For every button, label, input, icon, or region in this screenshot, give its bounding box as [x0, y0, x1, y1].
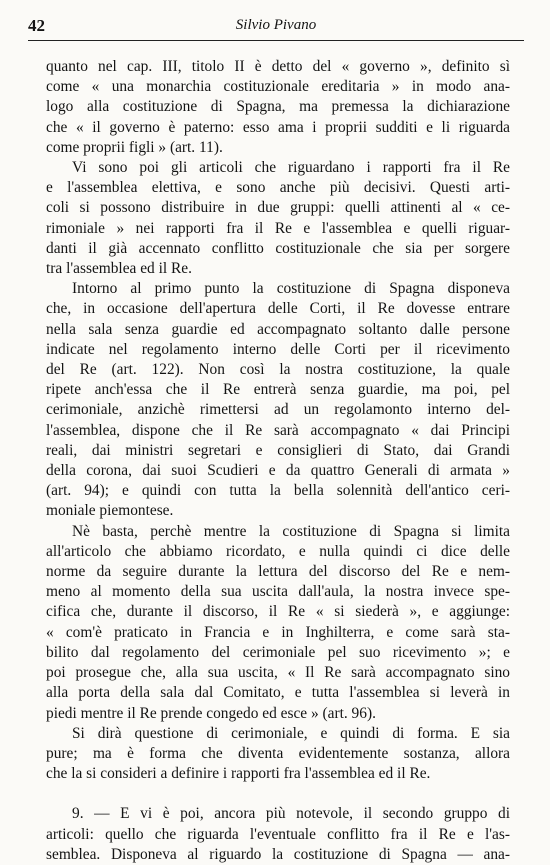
text-line: Vi sono poi gli articoli che riguardano i rapporti fra il Re	[72, 159, 510, 177]
paragraph	[46, 158, 510, 279]
text-line: danti il già accennato conflitto costituzionale che sia per sorgere	[46, 239, 510, 257]
text-line: coli si possono distribuire in due gruppi: quelli attinenti al « ce-	[46, 199, 510, 217]
paragraph	[46, 724, 510, 785]
text-line: indicate nel regolamento interno delle Corti per il ricevimento	[46, 340, 510, 358]
text-line: « com'è praticato in Francia e in Inghilterra, e come sarà sta-	[46, 623, 510, 641]
text-line: del Re (art. 122). Non così la nostra costituzione, la quale	[46, 361, 510, 379]
text-line: che la si consideri a definire i rapporti fra l'assemblea ed il Re.	[46, 765, 431, 783]
text-line: 9. — E vi è poi, ancora più notevole, il secondo gruppo di	[72, 805, 510, 823]
running-title: Silvio Pivano	[235, 17, 317, 33]
text-line: e l'assemblea elettiva, e sono anche più decisivi. Questi arti-	[46, 179, 510, 197]
text-line: cerimoniale, anzichè rimettersi ad un regolamonto interno del-	[46, 401, 510, 419]
text-line: norme da seguire durante la lettura del discorso del Re e nem-	[46, 563, 510, 581]
text-line: alla porta della sala dal Comitato, e tutta l'assemblea si leverà in	[46, 684, 510, 702]
text-line: moniale piemontese.	[46, 502, 174, 520]
text-line: che « il governo è paterno: esso ama i proprii sudditi e li riguarda	[46, 118, 510, 136]
page-header	[28, 14, 524, 41]
paragraph	[46, 57, 510, 158]
text-line: Nè basta, perchè mentre la costituzione di Spagna si limita	[72, 522, 510, 540]
text-line: (art. 94); e quindi con tutta la bella solennità dell'antico ceri-	[46, 482, 510, 500]
text-line: reali, dai ministri segretari e consiglieri di Stato, dai Grandi	[46, 441, 510, 459]
paragraph	[46, 522, 510, 724]
text-line: come « una monarchia costituzionale ereditaria » in modo ana-	[46, 78, 510, 96]
paragraph	[46, 279, 510, 521]
text-line: Intorno al primo punto la costituzione di Spagna disponeva	[72, 280, 510, 298]
text-line: semblea. Disponeva al riguardo la costituzione di Spagna — ana-	[46, 845, 510, 863]
text-line: articoli: quello che riguarda l'eventuale conflitto fra il Re e l'as-	[46, 825, 510, 843]
body-text	[46, 57, 510, 865]
text-line: all'articolo che abbiamo ricordato, e nulla quindi ci dice delle	[46, 542, 510, 560]
text-line: meno al momento della sua uscita dall'aula, la nostra invece spe-	[46, 583, 510, 601]
text-line: che, in occasione dell'apertura delle Corti, il Re dovesse entrare	[46, 300, 510, 318]
text-line: della corona, dai suoi Scudieri e da quattro Generali di armata »	[46, 462, 510, 480]
page-number: 42	[28, 16, 45, 35]
text-line: poi prosegue che, alla sua uscita, « Il Re sarà accompagnato sino	[46, 664, 510, 682]
text-line: ripete anch'essa che il Re entrerà senza guardie, ma poi, pel	[46, 381, 510, 399]
text-line: bilito dal regolamento del cerimoniale pel suo ricevimento »; e	[46, 643, 510, 661]
text-line: quanto nel cap. III, titolo II è detto del « governo », definito sì	[46, 58, 510, 75]
text-line: come proprii figli » (art. 11).	[46, 138, 223, 156]
text-line: tra l'assemblea ed il Re.	[46, 260, 192, 278]
text-line: rimoniale » nei rapporti fra il Re e l'assemblea e quelli riguar-	[46, 219, 510, 237]
text-line: Si dirà questione di cerimoniale, e quindi di forma. E sia	[72, 724, 510, 742]
text-line: pure; ma è forma che diventa evidentemente sostanza, allora	[46, 744, 510, 762]
text-line: logo alla costituzione di Spagna, ma premessa la dichiarazione	[46, 98, 510, 116]
text-line: nella sala senza guardie ed accompagnato soltanto dalle persone	[46, 320, 510, 338]
text-line: piedi mentre il Re prende congedo ed esce » (art. 96).	[46, 704, 376, 722]
text-line: l'assemblea, dispone che il Re sarà accompagnato « dai Principi	[46, 421, 510, 439]
text-line: cifica che, durante il discorso, il Re « si siederà », e aggiunge:	[46, 603, 510, 621]
section-paragraph	[46, 804, 510, 865]
